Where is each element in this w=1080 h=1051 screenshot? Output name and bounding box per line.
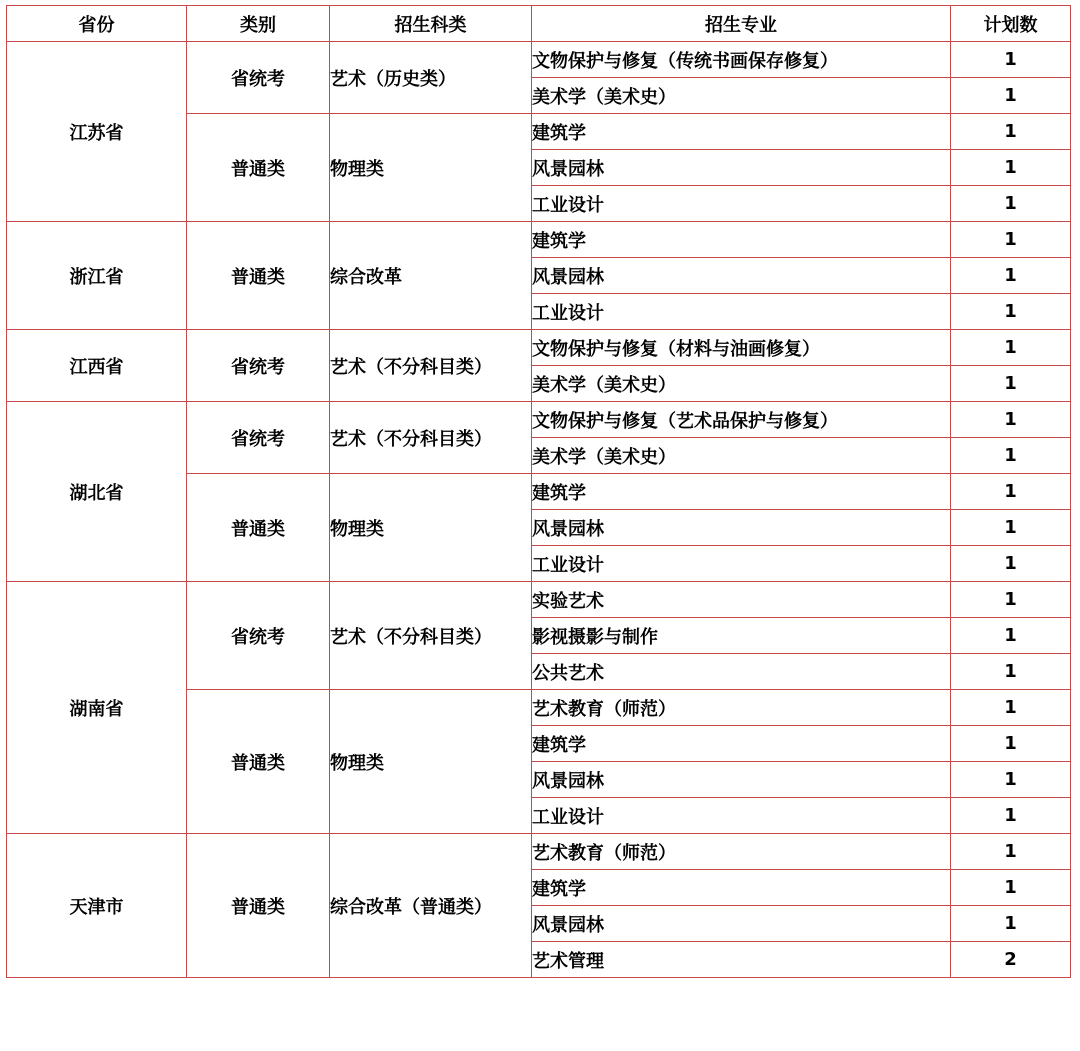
- table-row: [7, 582, 1071, 618]
- table-row: [7, 222, 1071, 258]
- subject-cell: 物理类: [330, 114, 532, 222]
- plan-cell: 1: [951, 474, 1071, 510]
- subject-cell: 综合改革（普通类）: [330, 834, 532, 978]
- plan-cell: 1: [951, 330, 1071, 366]
- major-cell: 建筑学: [532, 114, 951, 150]
- major-cell: 建筑学: [532, 870, 951, 906]
- table-row: [7, 42, 1071, 78]
- plan-cell: 1: [951, 186, 1071, 222]
- province-cell: 湖南省: [7, 582, 187, 834]
- admission-plan-table: [6, 5, 1071, 978]
- plan-cell: 1: [951, 294, 1071, 330]
- plan-cell: 1: [951, 798, 1071, 834]
- major-cell: 工业设计: [532, 294, 951, 330]
- subject-cell: 综合改革: [330, 222, 532, 330]
- major-cell: 文物保护与修复（传统书画保存修复）: [532, 42, 951, 78]
- major-cell: 实验艺术: [532, 582, 951, 618]
- table-row: [7, 834, 1071, 870]
- major-cell: 建筑学: [532, 222, 951, 258]
- plan-cell: 1: [951, 222, 1071, 258]
- header-plan: 计划数: [951, 6, 1071, 42]
- major-cell: 建筑学: [532, 726, 951, 762]
- header-major: 招生专业: [532, 6, 951, 42]
- subject-cell: 艺术（不分科目类）: [330, 582, 532, 690]
- major-cell: 工业设计: [532, 798, 951, 834]
- major-cell: 风景园林: [532, 258, 951, 294]
- table-row: [7, 402, 1071, 438]
- major-cell: 工业设计: [532, 186, 951, 222]
- plan-cell: 1: [951, 258, 1071, 294]
- header-row: [7, 6, 1071, 42]
- table-row: [7, 330, 1071, 366]
- category-cell: 省统考: [187, 402, 330, 474]
- subject-cell: 艺术（不分科目类）: [330, 330, 532, 402]
- major-cell: 风景园林: [532, 906, 951, 942]
- plan-cell: 1: [951, 78, 1071, 114]
- major-cell: 文物保护与修复（材料与油画修复）: [532, 330, 951, 366]
- category-cell: 省统考: [187, 582, 330, 690]
- subject-cell: 物理类: [330, 690, 532, 834]
- plan-cell: 1: [951, 366, 1071, 402]
- plan-cell: 1: [951, 510, 1071, 546]
- plan-cell: 1: [951, 654, 1071, 690]
- plan-cell: 1: [951, 834, 1071, 870]
- province-cell: 天津市: [7, 834, 187, 978]
- major-cell: 文物保护与修复（艺术品保护与修复）: [532, 402, 951, 438]
- major-cell: 公共艺术: [532, 654, 951, 690]
- category-cell: 普通类: [187, 474, 330, 582]
- plan-cell: 1: [951, 690, 1071, 726]
- subject-cell: 艺术（不分科目类）: [330, 402, 532, 474]
- province-cell: 江西省: [7, 330, 187, 402]
- plan-cell: 1: [951, 438, 1071, 474]
- province-cell: 江苏省: [7, 42, 187, 222]
- category-cell: 普通类: [187, 834, 330, 978]
- plan-cell: 1: [951, 762, 1071, 798]
- plan-cell: 1: [951, 906, 1071, 942]
- plan-cell: 1: [951, 546, 1071, 582]
- plan-cell: 1: [951, 582, 1071, 618]
- province-cell: 湖北省: [7, 402, 187, 582]
- major-cell: 美术学（美术史）: [532, 438, 951, 474]
- header-province: 省份: [7, 6, 187, 42]
- major-cell: 美术学（美术史）: [532, 78, 951, 114]
- plan-cell: 1: [951, 402, 1071, 438]
- major-cell: 建筑学: [532, 474, 951, 510]
- plan-cell: 2: [951, 942, 1071, 978]
- header-category: 类别: [187, 6, 330, 42]
- plan-cell: 1: [951, 42, 1071, 78]
- header-subject-type: 招生科类: [330, 6, 532, 42]
- plan-cell: 1: [951, 870, 1071, 906]
- plan-cell: 1: [951, 726, 1071, 762]
- plan-cell: 1: [951, 114, 1071, 150]
- major-cell: 艺术教育（师范）: [532, 834, 951, 870]
- major-cell: 美术学（美术史）: [532, 366, 951, 402]
- major-cell: 风景园林: [532, 762, 951, 798]
- subject-cell: 物理类: [330, 474, 532, 582]
- major-cell: 工业设计: [532, 546, 951, 582]
- category-cell: 普通类: [187, 114, 330, 222]
- subject-cell: 艺术（历史类）: [330, 42, 532, 114]
- category-cell: 省统考: [187, 42, 330, 114]
- province-cell: 浙江省: [7, 222, 187, 330]
- plan-cell: 1: [951, 150, 1071, 186]
- major-cell: 艺术教育（师范）: [532, 690, 951, 726]
- plan-cell: 1: [951, 618, 1071, 654]
- major-cell: 风景园林: [532, 150, 951, 186]
- category-cell: 普通类: [187, 222, 330, 330]
- category-cell: 省统考: [187, 330, 330, 402]
- major-cell: 风景园林: [532, 510, 951, 546]
- major-cell: 影视摄影与制作: [532, 618, 951, 654]
- major-cell: 艺术管理: [532, 942, 951, 978]
- category-cell: 普通类: [187, 690, 330, 834]
